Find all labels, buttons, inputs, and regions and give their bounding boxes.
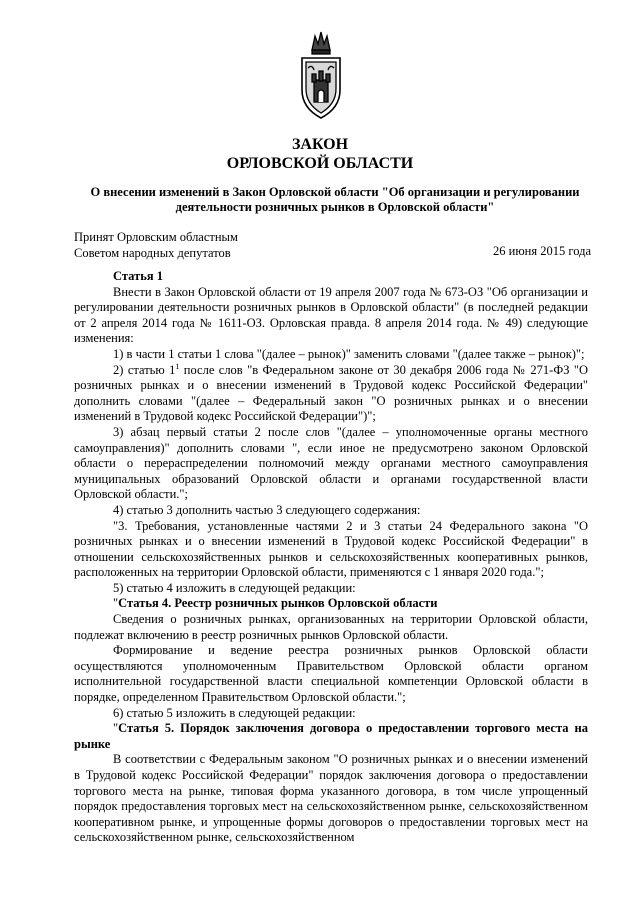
amendment-item-2 [74, 363, 588, 425]
article-4-heading [74, 596, 588, 612]
article-superscript: 1 [175, 361, 180, 371]
article-4-open-quote: " [113, 596, 119, 611]
amendment-item-5: 5) статью 4 изложить в следующей редакции: [113, 580, 356, 595]
amendment-item-4-text: "3. Требования, установленные частями 2 и 3 статьи 24 Федерального закона "О розничных рынках и о внесении изменений в Трудовой кодекс Российской Федерации" в отношении сельскохозяйственных рынков и сельскохозяйственных кооперативных рынков, расположенных на территории Орловской области, применяются с 1 января 2020 года."; [74, 518, 588, 580]
article-5-heading [74, 721, 588, 752]
adoption-date: 26 июня 2015 года [493, 244, 591, 258]
amendment-item-1: 1) в части 1 статьи 1 слова "(далее – рынок)" заменить словами "(далее также – рынок)"; [113, 346, 585, 361]
article-5-paragraph-1: В соответствии с Федеральным законом "О розничных рынках и о внесении изменений в Трудовой кодекс Российской Федерации" порядок заключения договора о предоставлении торгового места на рынке, типовая форма указанного договора, в том числе упрощенный порядок предоставления торговых мест на сельскохозяйственном рынке, сельскохозяйственном кооперативном рынке, и упрощенные формы договоров о предоставлении торговых мест на сельскохозяйственном рынке, сельскохозяйственном [74, 752, 588, 845]
adopted-by-block [74, 229, 238, 261]
article-5-heading-text: Статья 5. Порядок заключения договора о предоставлении торгового места на рынке [74, 721, 588, 751]
amendment-item-2-start: 2) статью 1 [113, 362, 176, 377]
article-5-open-quote: " [113, 721, 119, 736]
amendment-item-6: 6) статью 5 изложить в следующей редакции: [113, 705, 356, 720]
article-1-intro: Внести в Закон Орловской области от 19 апреля 2007 года № 673-ОЗ "Об организации и регулировании деятельности розничных рынков в Орловской области" (в последней редакции от 2 апреля 2014 года № 1611-ОЗ. Орловская правда. 8 апреля 2014 года. № 49) следующие изменения: [74, 284, 588, 346]
adopted-line-1: Принят Орловским областным [74, 230, 238, 244]
article-1-heading: Статья 1 [113, 269, 163, 283]
law-body [74, 269, 588, 846]
amendment-item-2-rest: после слов "в Федеральном законе от 30 декабря 2006 года № 271-ФЗ "О розничных рынках и о внесении изменений в Трудовой кодекс Российской Федерации" дополнить словами "(далее – Федеральный закон "О розничных рынках и о внесении изменений в Трудовой кодекс Российской Федерации")"; [74, 362, 588, 424]
article-4-heading-text: Статья 4. Реестр розничных рынков Орловской области [118, 596, 438, 611]
amendment-item-4: 4) статью 3 дополнить частью 3 следующего содержания: [113, 502, 421, 517]
region-title: ОРЛОВСКОЙ ОБЛАСТИ [226, 155, 414, 172]
article-4-paragraph-2: Формирование и ведение реестра розничных рынков Орловской области осуществляются уполномоченным Правительством Орловской области органом исполнительной государственной власти специальной компетенции Орловской области в порядке, определенном Правительством Орловской области."; [74, 643, 588, 705]
adopted-line-2: Советом народных депутатов [74, 246, 231, 260]
orel-oblast-coat-of-arms-icon [298, 28, 344, 124]
law-subtitle: О внесении изменений в Закон Орловской области "Об организации и регулировании деятельности розничных рынков в Орловской области" [90, 185, 580, 214]
amendment-item-3: 3) абзац первый статьи 2 после слов "(далее – уполномоченные органы местного самоуправления)" дополнить словами ", если иное не предусмотрено законом Орловской области о перераспределении полномочий между органами местного самоуправления муниципальных образований Орловской области и органами государственной власти Орловской области."; [74, 424, 588, 502]
article-4-paragraph-1: Сведения о розничных рынках, организованных на территории Орловской области, подлежат включению в реестр розничных рынков Орловской области. [74, 612, 588, 642]
law-title: ЗАКОН [291, 136, 349, 153]
